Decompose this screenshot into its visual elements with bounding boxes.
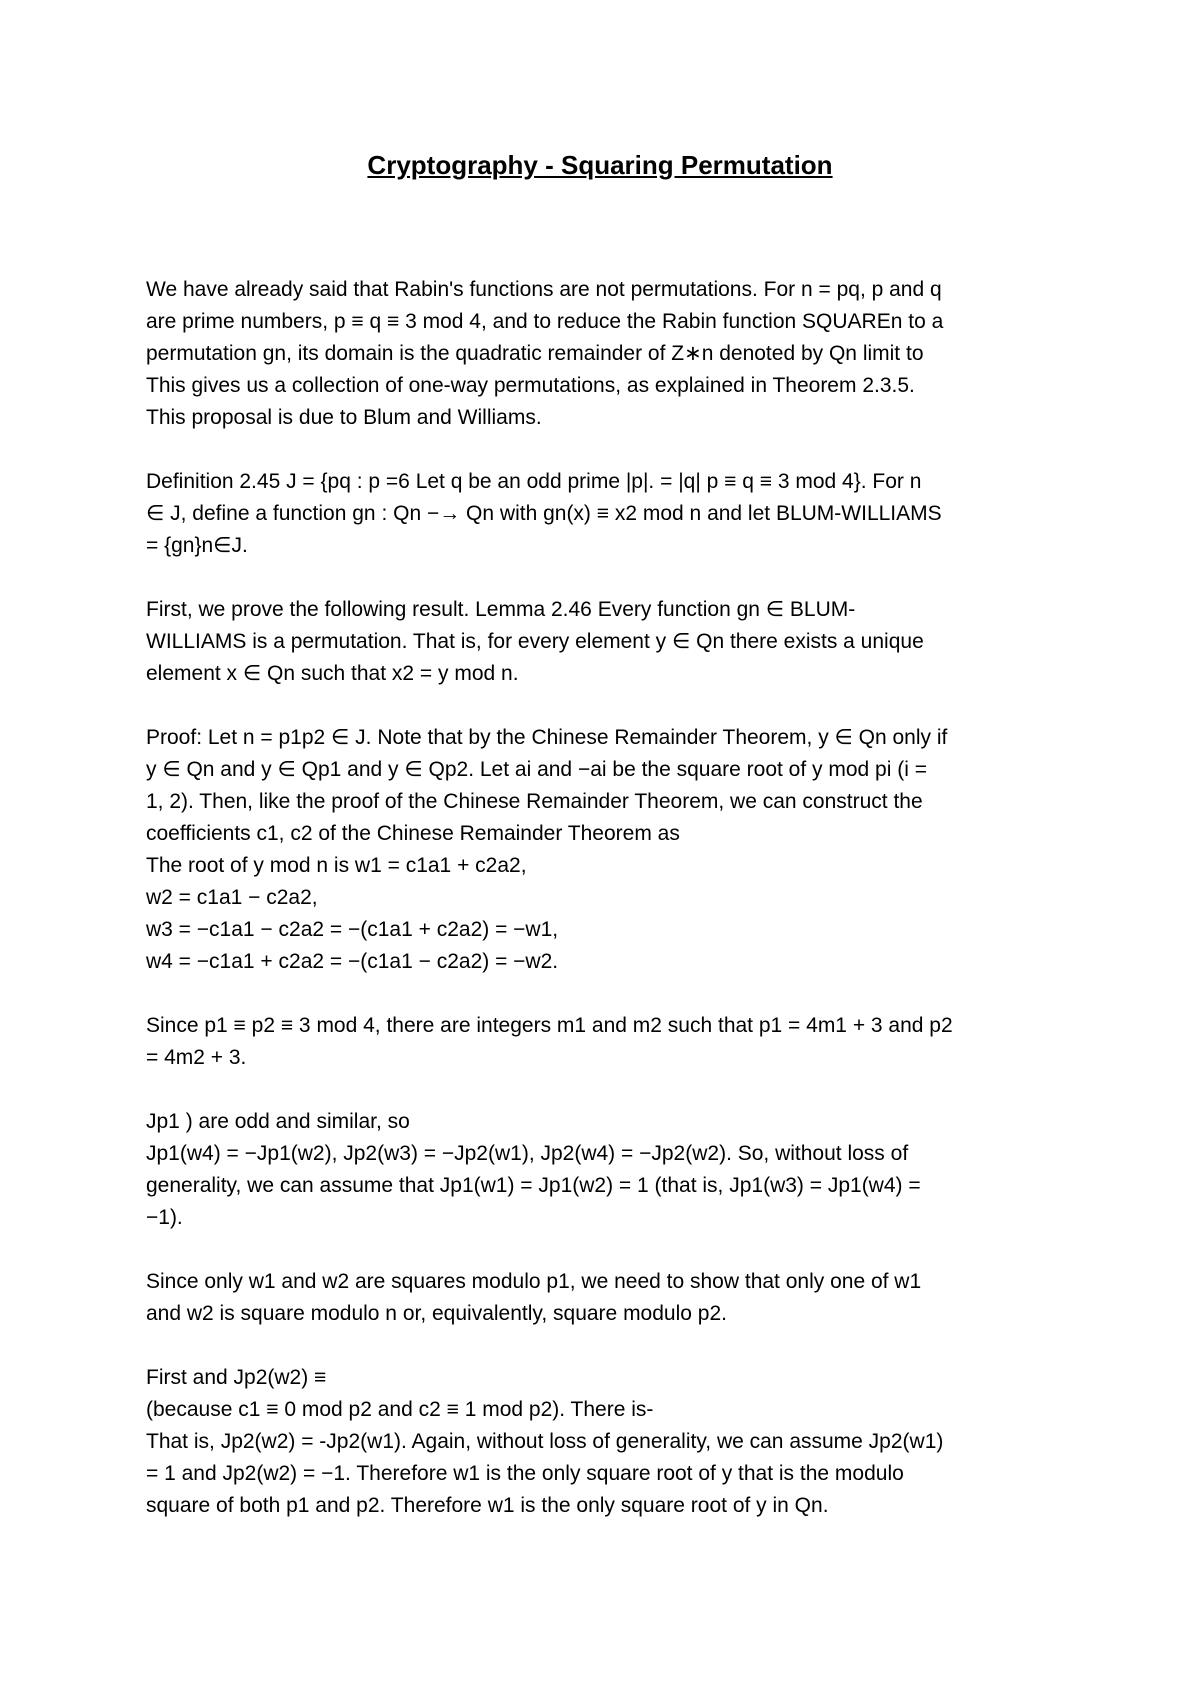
text-line: = {gn}n∈J. — [146, 534, 248, 557]
text-line: We have already said that Rabin's functions are not permutations. For n = pq, p and q — [146, 278, 942, 301]
text-line: generality, we can assume that Jp1(w1) = Jp1(w2) = 1 (that is, Jp1(w3) = Jp1(w4) = — [146, 1174, 921, 1197]
paragraph — [146, 1010, 1076, 1074]
document-body — [146, 274, 1076, 1522]
paragraph — [146, 594, 1076, 690]
text-line: w2 = c1a1 − c2a2, — [146, 886, 318, 909]
text-line: y ∈ Qn and y ∈ Qp1 and y ∈ Qp2. Let ai and −ai be the square root of y mod pi (i = — [146, 758, 927, 781]
text-line: −1). — [146, 1206, 183, 1229]
text-line: WILLIAMS is a permutation. That is, for every element y ∈ Qn there exists a unique — [146, 630, 924, 653]
paragraph — [146, 1266, 1076, 1330]
document-title: Cryptography - Squaring Permutation — [367, 150, 833, 180]
paragraph — [146, 1106, 1076, 1234]
paragraph — [146, 1362, 1076, 1522]
text-line: Proof: Let n = p1p2 ∈ J. Note that by the Chinese Remainder Theorem, y ∈ Qn only if — [146, 726, 948, 749]
paragraph — [146, 722, 1076, 978]
text-line: This gives us a collection of one-way permutations, as explained in Theorem 2.3.5. — [146, 374, 915, 397]
text-line: Since p1 ≡ p2 ≡ 3 mod 4, there are integers m1 and m2 such that p1 = 4m1 + 3 and p2 — [146, 1014, 953, 1037]
paragraph — [146, 466, 1076, 562]
text-line: w3 = −c1a1 − c2a2 = −(c1a1 + c2a2) = −w1, — [146, 918, 559, 941]
text-line: (because c1 ≡ 0 mod p2 and c2 ≡ 1 mod p2). There is- — [146, 1398, 654, 1421]
paragraph — [146, 274, 1076, 434]
text-line: This proposal is due to Blum and Williams. — [146, 406, 542, 429]
text-line: = 4m2 + 3. — [146, 1046, 247, 1069]
text-line: First, we prove the following result. Lemma 2.46 Every function gn ∈ BLUM- — [146, 598, 856, 621]
text-line: are prime numbers, p ≡ q ≡ 3 mod 4, and to reduce the Rabin function SQUAREn to a — [146, 310, 944, 333]
text-line: First and Jp2(w2) ≡ — [146, 1366, 327, 1389]
text-line: The root of y mod n is w1 = c1a1 + c2a2, — [146, 854, 527, 877]
text-line: w4 = −c1a1 + c2a2 = −(c1a1 − c2a2) = −w2. — [146, 950, 559, 973]
text-line: ∈ J, define a function gn : Qn −→ Qn with gn(x) ≡ x2 mod n and let BLUM-WILLIAMS — [146, 502, 942, 525]
text-line: That is, Jp2(w2) = -Jp2(w1). Again, without loss of generality, we can assume Jp2(w1) — [146, 1430, 944, 1453]
text-line: Definition 2.45 J = {pq : p =6 Let q be an odd prime |p|. = |q| p ≡ q ≡ 3 mod 4}. For n — [146, 470, 922, 493]
text-line: coefficients c1, c2 of the Chinese Remainder Theorem as — [146, 822, 680, 845]
text-line: square of both p1 and p2. Therefore w1 is the only square root of y in Qn. — [146, 1494, 829, 1517]
text-line: = 1 and Jp2(w2) = −1. Therefore w1 is the only square root of y that is the modulo — [146, 1462, 904, 1485]
text-line: Jp1(w4) = −Jp1(w2), Jp2(w3) = −Jp2(w1), Jp2(w4) = −Jp2(w2). So, without loss of — [146, 1142, 909, 1165]
text-line: Jp1 ) are odd and similar, so — [146, 1110, 410, 1133]
text-line: and w2 is square modulo n or, equivalently, square modulo p2. — [146, 1302, 727, 1325]
text-line: 1, 2). Then, like the proof of the Chinese Remainder Theorem, we can construct the — [146, 790, 923, 813]
text-line: permutation gn, its domain is the quadratic remainder of Z∗n denoted by Qn limit to — [146, 342, 924, 365]
text-line: Since only w1 and w2 are squares modulo p1, we need to show that only one of w1 — [146, 1270, 922, 1293]
text-line: element x ∈ Qn such that x2 = y mod n. — [146, 662, 519, 685]
